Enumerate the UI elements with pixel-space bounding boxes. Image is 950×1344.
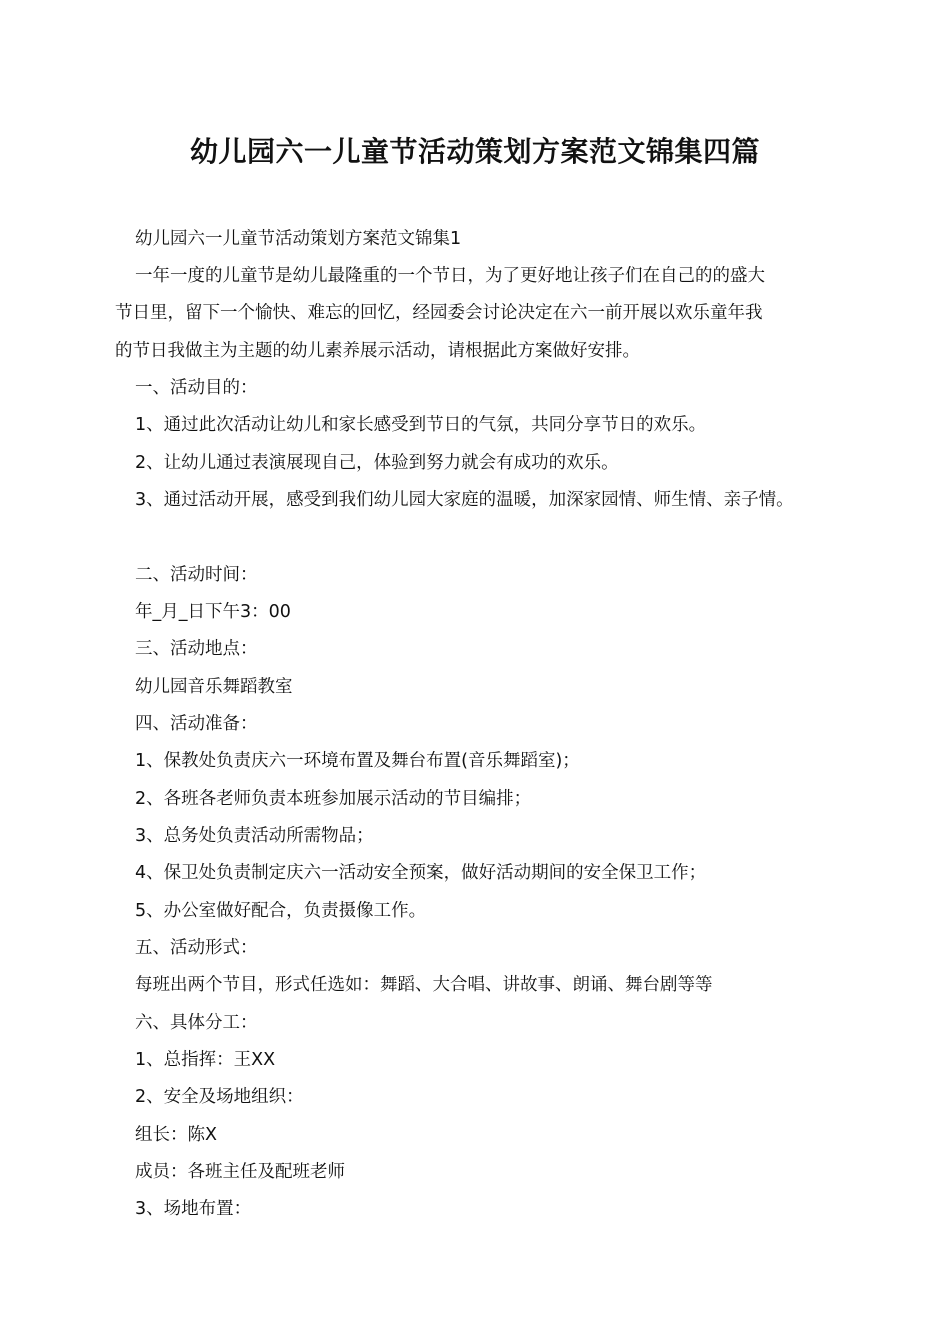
section1-item: 2、让幼儿通过表演展现自己，体验到努力就会有成功的欢乐。 [135, 453, 619, 473]
section2-heading: 二、活动时间： [135, 565, 258, 585]
section6-line: 组长：陈X [135, 1125, 217, 1145]
section3-heading: 三、活动地点： [135, 639, 258, 659]
section1-heading: 一、活动目的： [135, 378, 258, 398]
section4-heading: 四、活动准备： [135, 714, 258, 734]
section1-item: 1、通过此次活动让幼儿和家长感受到节日的气氛，共同分享节日的欢乐。 [135, 415, 707, 435]
section1-item: 3、通过活动开展，感受到我们幼儿园大家庭的温暖，加深家园情、师生情、亲子情。 [135, 490, 794, 510]
section6-line: 2、安全及场地组织： [135, 1087, 304, 1107]
section4-item: 1、保教处负责庆六一环境布置及舞台布置(音乐舞蹈室)； [135, 751, 580, 771]
intro-line-2: 节日里，留下一个愉快、难忘的回忆，经园委会讨论决定在六一前开展以欢乐童年我 [115, 303, 763, 323]
intro-line-3: 的节日我做主为主题的幼儿素养展示活动，请根据此方案做好安排。 [115, 341, 640, 361]
section5-heading: 五、活动形式： [135, 938, 258, 958]
section6-line: 成员：各班主任及配班老师 [135, 1162, 345, 1182]
section4-item: 4、保卫处负责制定庆六一活动安全预案，做好活动期间的安全保卫工作； [135, 863, 707, 883]
section6-line: 1、总指挥：王XX [135, 1050, 276, 1070]
section5-text: 每班出两个节目，形式任选如：舞蹈、大合唱、讲故事、朗诵、舞台剧等等 [135, 975, 713, 995]
subtitle: 幼儿园六一儿童节活动策划方案范文锦集1 [135, 229, 462, 249]
section4-item: 3、总务处负责活动所需物品； [135, 826, 374, 846]
section4-item: 2、各班各老师负责本班参加展示活动的节目编排； [135, 789, 532, 809]
intro-line-1: 一年一度的儿童节是幼儿最隆重的一个节日，为了更好地让孩子们在自己的的盛大 [135, 266, 765, 286]
section6-line: 3、场地布置： [135, 1199, 252, 1219]
section6-heading: 六、具体分工： [135, 1013, 258, 1033]
section4-item: 5、办公室做好配合，负责摄像工作。 [135, 901, 427, 921]
document-title: 幼儿园六一儿童节活动策划方案范文锦集四篇 [189, 135, 760, 168]
section2-text: 年_月_日下午3：00 [135, 602, 291, 622]
section3-text: 幼儿园音乐舞蹈教室 [135, 677, 293, 697]
